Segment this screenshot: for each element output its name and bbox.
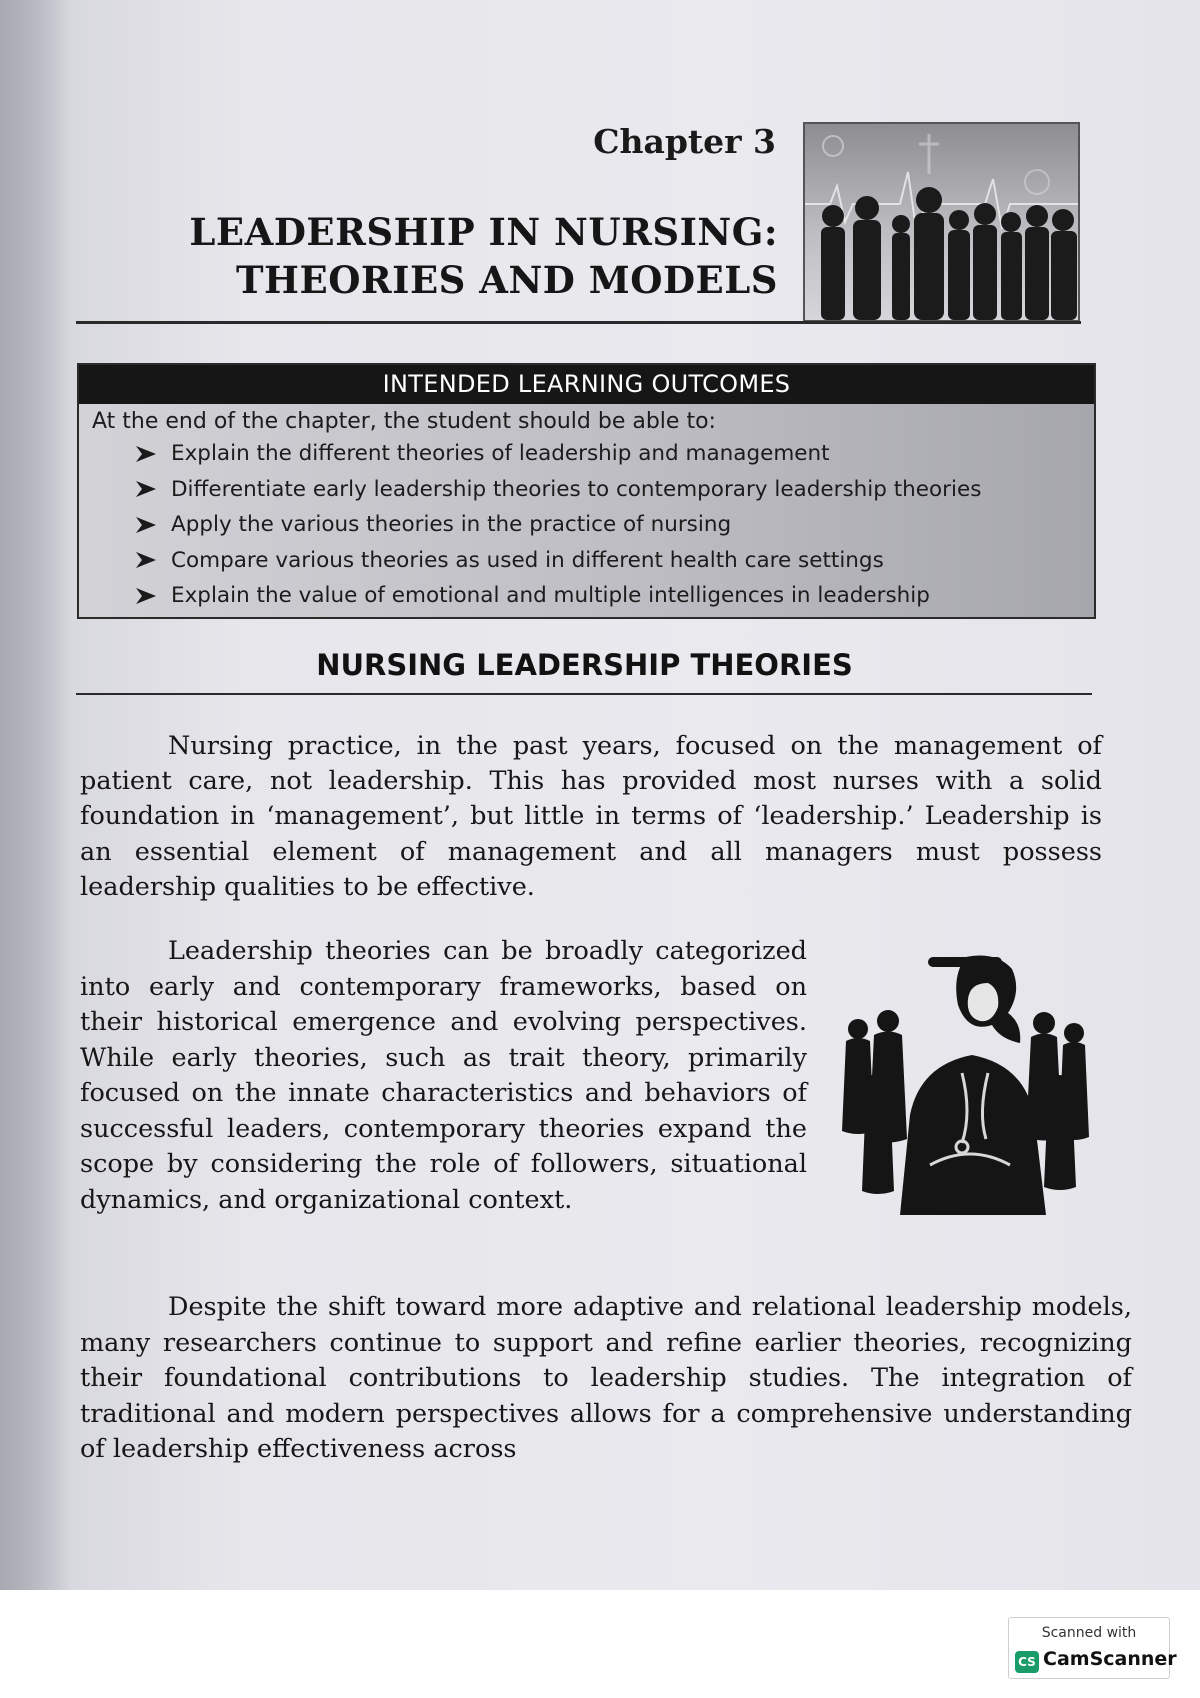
learning-outcome-text: Explain the value of emotional and multiple intelligences in leadership: [171, 583, 930, 608]
camscanner-logo-icon: CS: [1015, 1651, 1039, 1673]
page-binding-shadow: [0, 0, 70, 1590]
arrow-bullet-icon: [135, 516, 171, 534]
list-item: [135, 436, 1094, 472]
list-item: [135, 472, 1094, 508]
paragraph-text: Nursing practice, in the past years, focused on the management of patient care, not leadership. This has provided most nurses with a solid foundation in ‘management’, but little in terms of ‘leadership.’ Leadership is an essential element of management and all managers must possess leadership qualities to be effective.: [80, 731, 1102, 902]
learning-outcomes-intro: At the end of the chapter, the student should be able to:: [92, 409, 716, 434]
nurse-leader-illustration: [838, 953, 1100, 1215]
learning-outcomes-list: [79, 436, 1094, 614]
paragraph-text: Leadership theories can be broadly categorized into early and contemporary frameworks, based on their historical emergence and evolving perspectives. While early theories, such as trait theory, primarily focused on the innate characteristics and behaviors of successful leaders, contemporary theories expand the scope by considering the role of followers, situational dynamics, and organizational context.: [80, 936, 807, 1215]
body-paragraph-1: [80, 729, 1102, 905]
list-item: [135, 507, 1094, 543]
chapter-title-line-2: THEORIES AND MODELS: [236, 258, 778, 302]
scanned-with-label: Scanned with: [1041, 1625, 1137, 1641]
arrow-bullet-icon: [135, 551, 171, 569]
learning-outcome-text: Differentiate early leadership theories to contemporary leadership theories: [171, 476, 982, 502]
chapter-label: Chapter 3: [593, 122, 776, 161]
paragraph-text: Despite the shift toward more adaptive and relational leadership models, many researchers continue to support and refine earlier theories, recognizing their foundational contributions to leadership studies. The integration of traditional and modern perspectives allows for a comprehensive understanding of leadership effectiveness across: [80, 1292, 1132, 1465]
list-item: [135, 543, 1094, 579]
chapter-divider: [76, 321, 1081, 324]
arrow-bullet-icon: [135, 480, 171, 498]
section-heading: NURSING LEADERSHIP THEORIES: [316, 648, 853, 682]
body-paragraph-2: [80, 934, 807, 1218]
learning-outcomes-box: [77, 363, 1096, 619]
learning-outcome-text: Compare various theories as used in different health care settings: [171, 547, 884, 573]
arrow-bullet-icon: [135, 587, 171, 605]
camscanner-watermark: [1008, 1617, 1177, 1679]
healthcare-team-silhouette-image: [803, 122, 1080, 322]
chapter-title-line-1: LEADERSHIP IN NURSING:: [189, 210, 778, 254]
body-paragraph-3: [80, 1290, 1132, 1468]
section-divider: [76, 693, 1092, 695]
chapter-title: [160, 208, 778, 304]
learning-outcomes-heading: INTENDED LEARNING OUTCOMES: [79, 365, 1094, 404]
list-item: [135, 578, 1094, 614]
camscanner-brand: CamScanner: [1043, 1648, 1177, 1670]
learning-outcome-text: Explain the different theories of leadership and management: [171, 441, 830, 466]
learning-outcome-text: Apply the various theories in the practice of nursing: [171, 512, 732, 537]
arrow-bullet-icon: [135, 445, 171, 463]
